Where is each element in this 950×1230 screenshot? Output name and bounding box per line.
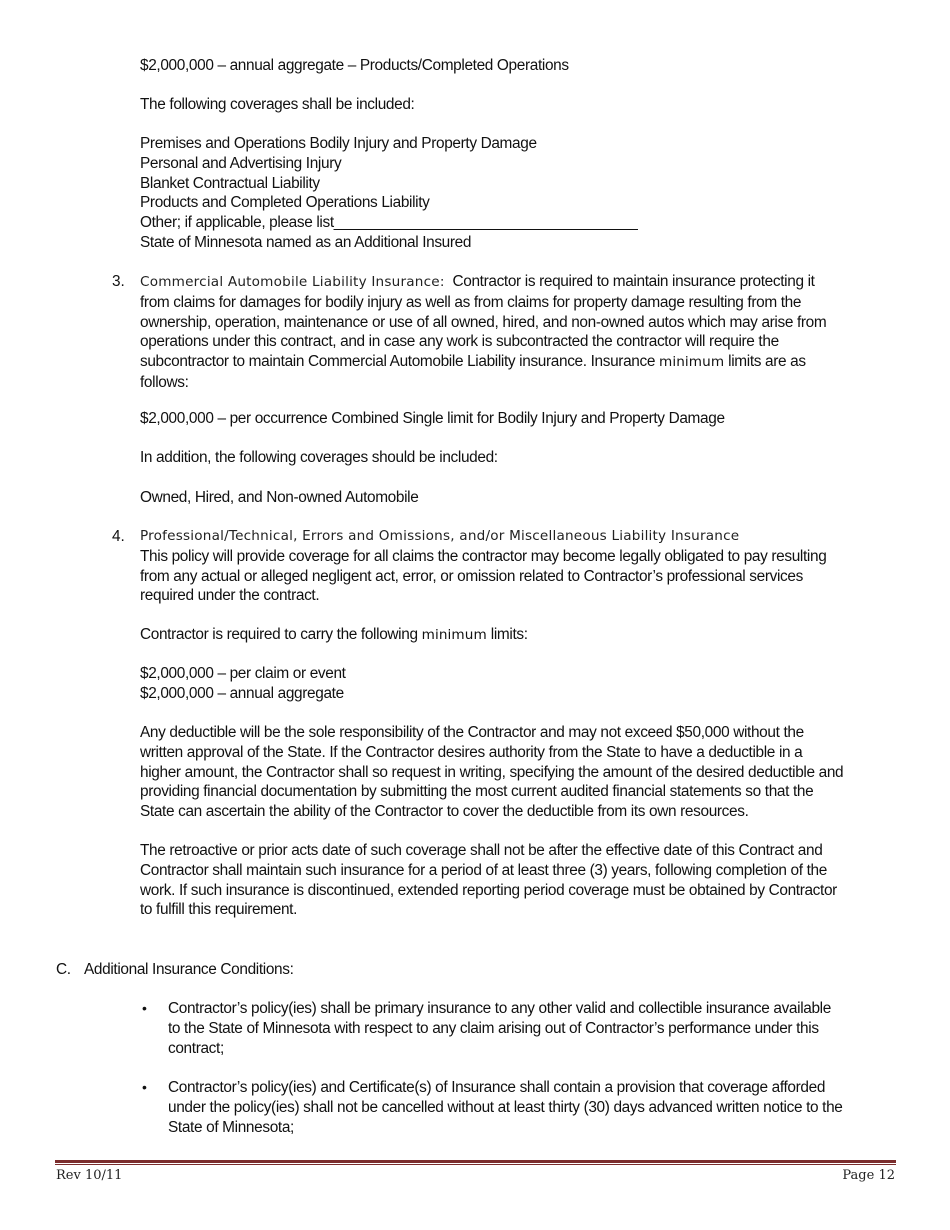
item-4-heading: Professional/Technical, Errors and Omissions, and/or Miscellaneous Liability Insurance [140, 528, 740, 544]
bullet-icon: • [142, 1079, 147, 1095]
footer-rule-thin [55, 1164, 896, 1165]
item-4-minimum: minimum [421, 627, 487, 643]
paragraph-line: Contractor shall maintain such insurance for a period of at least three (3) years, following completion of the [140, 861, 827, 879]
condition-bullet-2 [168, 1078, 843, 1137]
footer-revision: Rev 10/11 [56, 1168, 123, 1183]
coverage-item: Blanket Contractual Liability [140, 174, 320, 192]
paragraph-line: to the State of Minnesota with respect to any claim arising out of Contractor’s performance under this [168, 1019, 819, 1037]
paragraph-line: Contractor’s policy(ies) shall be primary insurance to any other valid and collectible insurance available [168, 1000, 831, 1017]
item-3-limit: $2,000,000 – per occurrence Combined Single limit for Bodily Injury and Property Damage [140, 410, 725, 427]
item-3-line: operations under this contract, and in case any work is subcontracted the contractor will require the [140, 333, 779, 351]
item-3-auto-coverage: Owned, Hired, and Non-owned Automobile [140, 489, 419, 506]
item-3-addition: In addition, the following coverages should be included: [140, 449, 498, 466]
paragraph-line: contract; [168, 1039, 224, 1057]
item-3-line: ownership, operation, maintenance or use of all owned, hired, and non-owned autos which may arise from [140, 313, 827, 331]
item-3-first-line: Contractor is required to maintain insurance protecting it [452, 273, 815, 290]
item-4-body [140, 527, 826, 606]
item-4-limit: $2,000,000 – per claim or event [140, 665, 346, 682]
coverage-item: Products and Completed Operations Liability [140, 194, 430, 212]
item-4-carry-text: limits: [490, 626, 528, 643]
footer-rule [55, 1160, 896, 1163]
paragraph-line: work. If such insurance is discontinued, extended reporting period coverage must be obtained by Contractor [140, 881, 837, 899]
footer-page-number: Page 12 [842, 1168, 895, 1183]
condition-bullet-1 [168, 999, 831, 1058]
paragraph-line: under the policy(ies) shall not be cancelled without at least thirty (30) days advanced written notice to the [168, 1098, 843, 1116]
section-c-title: Additional Insurance Conditions: [84, 961, 294, 978]
item-4-policy-line: from any actual or alleged negligent act, error, or omission related to Contractor’s professional services [140, 567, 803, 585]
section-c-label: C. [56, 961, 71, 978]
aggregate-products-line: $2,000,000 – annual aggregate – Products/Completed Operations [140, 57, 569, 74]
item-3-line: limits are as [728, 353, 806, 371]
item-4-policy-line: required under the contract. [140, 587, 320, 605]
paragraph-line: Any deductible will be the sole responsibility of the Contractor and may not exceed $50,000 without the [140, 724, 804, 741]
item-4-deductible-paragraph [140, 723, 843, 822]
paragraph-line: Contractor’s policy(ies) and Certificate(s) of Insurance shall contain a provision that coverage afforded [168, 1079, 826, 1096]
bullet-icon: • [142, 1000, 147, 1016]
coverage-item: State of Minnesota named as an Additional Insured [140, 233, 472, 251]
item-3-number: 3. [112, 273, 125, 290]
item-4-policy-line: This policy will provide coverage for all claims the contractor may become legally obligated to pay resulting [140, 547, 827, 565]
item-4-retro-paragraph [140, 841, 837, 920]
item-3-line: from claims for damages for bodily injury as well as from claims for property damage resulting from the [140, 293, 802, 311]
paragraph-line: providing financial documentation by submitting the most current audited financial statements so that the [140, 783, 814, 801]
coverage-item-other: Other; if applicable, please list_____________________________________ [140, 214, 638, 232]
paragraph-line: written approval of the State. If the Contractor desires authority from the State to have a deductible in a [140, 743, 803, 761]
item-3-line: subcontractor to maintain Commercial Automobile Liability insurance. Insurance [140, 353, 656, 371]
item-3-minimum: minimum [659, 354, 725, 371]
item-4-limit: $2,000,000 – annual aggregate [140, 684, 344, 702]
coverages-intro: The following coverages shall be included: [140, 96, 415, 113]
paragraph-line: to fulfill this requirement. [140, 901, 298, 919]
paragraph-line: higher amount, the Contractor shall so request in writing, specifying the amount of the desired deductible and [140, 763, 844, 781]
paragraph-line: State can ascertain the ability of the Contractor to cover the deductible from its own resources. [140, 803, 749, 821]
item-4-carry-line [140, 625, 528, 646]
coverage-list [140, 134, 638, 253]
item-3-line: follows: [140, 373, 189, 391]
paragraph-line: The retroactive or prior acts date of such coverage shall not be after the effective date of this Contract and [140, 842, 823, 859]
item-3-heading: Commercial Automobile Liability Insurance: [140, 274, 445, 290]
coverage-item: Premises and Operations Bodily Injury and Property Damage [140, 135, 537, 152]
item-4-carry-text: Contractor is required to carry the following [140, 626, 418, 643]
paragraph-line: State of Minnesota; [168, 1118, 294, 1136]
item-4-limits [140, 664, 346, 704]
item-4-number: 4. [112, 528, 125, 545]
item-3-body [140, 272, 826, 393]
coverage-item: Personal and Advertising Injury [140, 154, 342, 172]
